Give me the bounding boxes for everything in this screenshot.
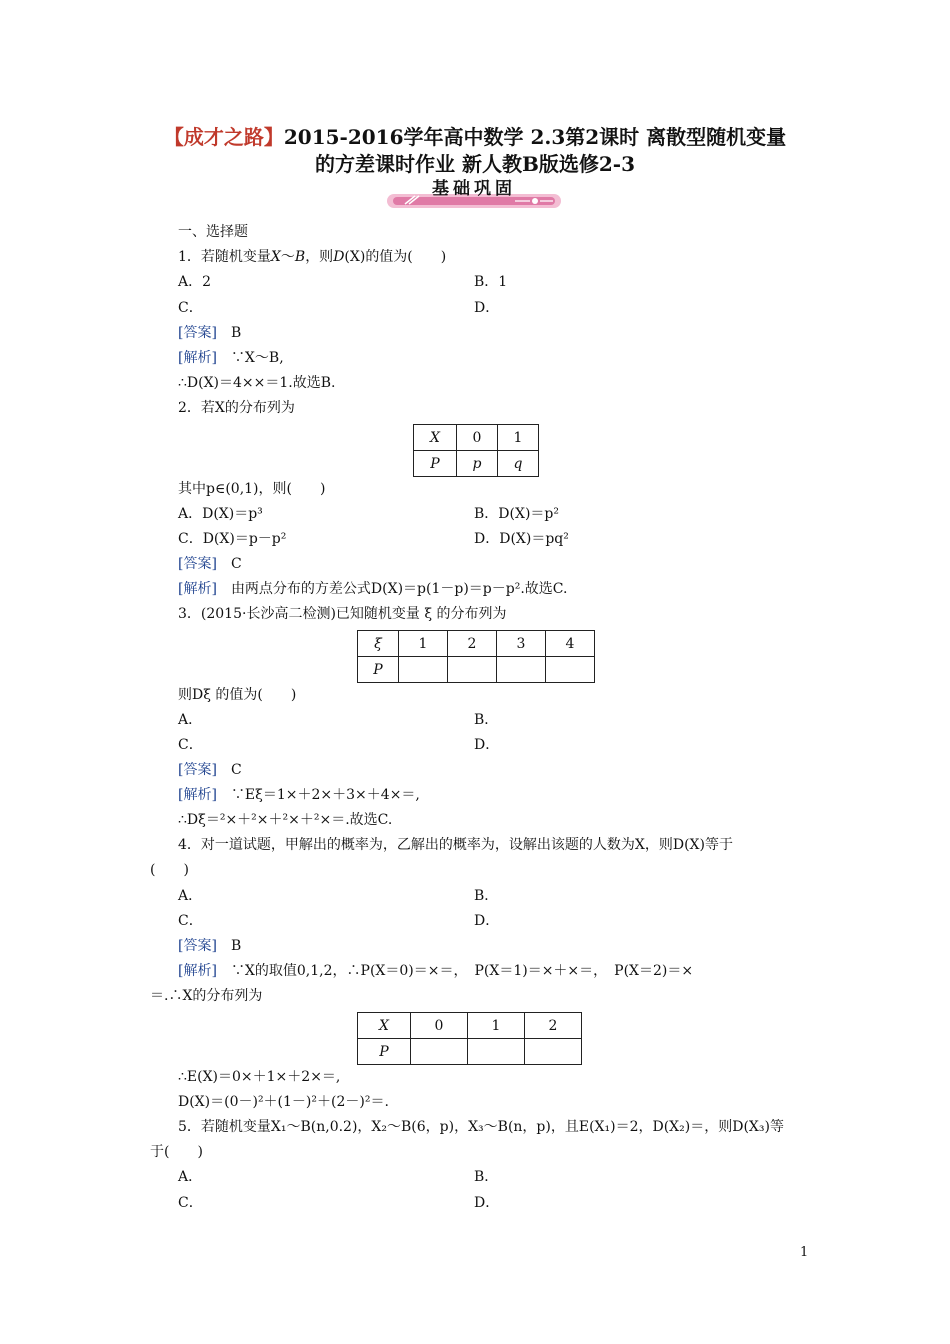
- q3-stem: 3．(2015·长沙高二检测)已知随机变量 ξ 的分布列为: [178, 606, 507, 622]
- q5-option-a: A．: [178, 1169, 203, 1185]
- q5-option-b: B．: [474, 1169, 499, 1185]
- q4-distribution-table: [357, 1012, 582, 1065]
- table-cell: ξ: [358, 631, 399, 657]
- title-prefix: 【成才之路】: [163, 125, 284, 149]
- table-cell: X: [358, 1013, 411, 1039]
- table-cell: X: [414, 425, 457, 451]
- q4-answer: [答案] B: [178, 938, 242, 954]
- q4-option-d: D．: [474, 913, 500, 929]
- q1-stem: 1．若随机变量X～B，则D(X)的值为( ): [178, 249, 447, 265]
- q1-option-d: D．: [474, 300, 500, 316]
- q4-option-a: A．: [178, 888, 203, 904]
- table-cell: [525, 1039, 582, 1065]
- q5-option-c: C．: [178, 1195, 203, 1211]
- q5-stem-2: 于( ): [150, 1144, 203, 1160]
- q1-answer: [答案] B: [178, 325, 242, 341]
- document-title: [120, 124, 830, 178]
- table-cell: P: [358, 657, 399, 683]
- q3-explanation-2: ∴Dξ＝²×＋²×＋²×＋²×＝.故选C.: [178, 812, 393, 828]
- q3-answer: [答案] C: [178, 762, 242, 778]
- q2-answer: [答案] C: [178, 556, 242, 572]
- title-line2: 的方差课时作业 新人教B版选修2-3: [315, 152, 635, 176]
- q3-option-c: C．: [178, 737, 203, 753]
- banner-label: 基础巩固: [432, 179, 516, 199]
- table-cell: [546, 657, 595, 683]
- q1-explanation: [解析] ∵X～B,: [178, 350, 284, 366]
- q1-option-b: B．1: [474, 274, 508, 290]
- q2-option-a: A．D(X)＝p³: [178, 506, 263, 522]
- q1-option-a: A．2: [178, 274, 212, 290]
- q3-explanation: [解析] ∵Eξ＝1×＋2×＋3×＋4×＝,: [178, 787, 420, 803]
- table-cell: 0: [457, 425, 498, 451]
- table-cell: [411, 1039, 468, 1065]
- q3-option-d: D．: [474, 737, 500, 753]
- q2-explanation: [解析] 由两点分布的方差公式D(X)＝p(1－p)＝p－p².故选C.: [178, 581, 568, 597]
- section-banner: [385, 176, 563, 210]
- table-cell: 4: [546, 631, 595, 657]
- q2-distribution-table: [413, 424, 539, 477]
- table-cell: [399, 657, 448, 683]
- table-cell: P: [414, 451, 457, 477]
- page-number: 1: [800, 1245, 809, 1260]
- q4-stem-2: ( ): [150, 862, 189, 878]
- q2-condition: 其中p∈(0,1)，则( ): [178, 481, 326, 497]
- q3-option-b: B．: [474, 712, 499, 728]
- table-cell: 0: [411, 1013, 468, 1039]
- q4-stem: 4．对一道试题，甲解出的概率为，乙解出的概率为，设解出该题的人数为X，则D(X)等于: [178, 837, 733, 853]
- q1-option-c: C．: [178, 300, 203, 316]
- q2-option-c: C．D(X)＝p－p²: [178, 531, 287, 547]
- table-cell: 1: [498, 425, 539, 451]
- q4-explanation-2: ＝.∴X的分布列为: [150, 988, 263, 1004]
- table-cell: 3: [497, 631, 546, 657]
- q4-explanation-3: ∴E(X)＝0×＋1×＋2×＝,: [178, 1069, 341, 1085]
- table-cell: 1: [468, 1013, 525, 1039]
- q1-explanation-2: ∴D(X)＝4××＝1.故选B.: [178, 375, 336, 391]
- q3-distribution-table: [357, 630, 595, 683]
- q4-option-b: B．: [474, 888, 499, 904]
- q2-stem: 2．若X的分布列为: [178, 400, 295, 416]
- table-cell: 1: [399, 631, 448, 657]
- section-heading: 一、选择题: [178, 224, 248, 240]
- q4-option-c: C．: [178, 913, 203, 929]
- table-cell: [448, 657, 497, 683]
- table-cell: p: [457, 451, 498, 477]
- q5-stem: 5．若随机变量X₁～B(n,0.2)，X₂～B(6，p)，X₃～B(n，p)，且E(X₁)＝2，D(X₂)＝，则D(X₃)等: [178, 1119, 784, 1135]
- q2-option-d: D．D(X)＝pq²: [474, 531, 569, 547]
- table-cell: 2: [525, 1013, 582, 1039]
- q3-condition: 则Dξ 的值为( ): [178, 687, 297, 703]
- table-cell: q: [498, 451, 539, 477]
- q4-explanation: [解析] ∵X的取值0,1,2，∴P(X＝0)＝×＝， P(X＝1)＝×＋×＝， P(X＝2)＝×: [178, 963, 694, 979]
- q5-option-d: D．: [474, 1195, 500, 1211]
- q4-explanation-4: D(X)＝(0－)²＋(1－)²＋(2－)²＝.: [178, 1094, 389, 1110]
- table-cell: 2: [448, 631, 497, 657]
- q3-option-a: A．: [178, 712, 203, 728]
- table-cell: P: [358, 1039, 411, 1065]
- table-cell: [468, 1039, 525, 1065]
- title-line1: 2015-2016学年高中数学 2.3第2课时 离散型随机变量: [283, 125, 787, 149]
- table-cell: [497, 657, 546, 683]
- q2-option-b: B．D(X)＝p²: [474, 506, 559, 522]
